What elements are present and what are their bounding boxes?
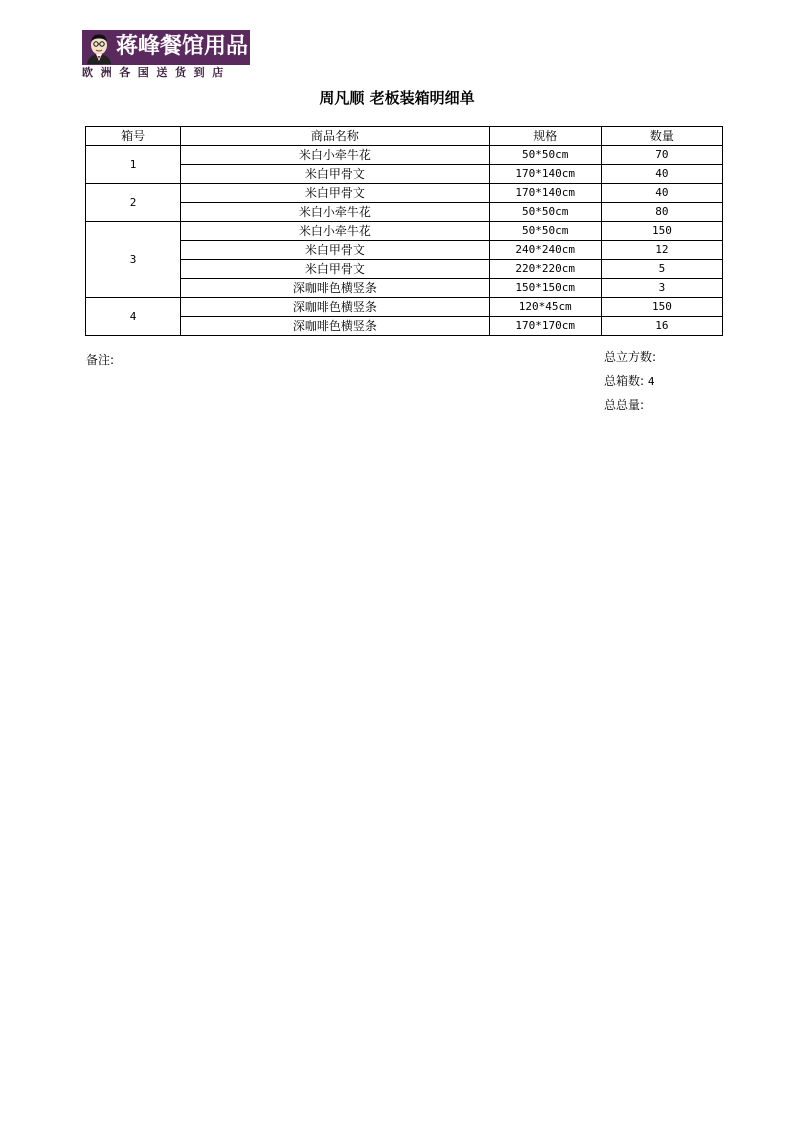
- product-name-cell: 米白小牵牛花: [181, 203, 489, 222]
- quantity-cell: 3: [601, 279, 722, 298]
- summary-block: [604, 349, 656, 421]
- total-volume-line: [604, 349, 656, 373]
- table-row: [86, 184, 723, 203]
- product-name-cell: 米白甲骨文: [181, 165, 489, 184]
- total-weight-label: 总总量:: [604, 398, 645, 412]
- spec-cell: 220*220cm: [489, 260, 601, 279]
- quantity-cell: 70: [601, 146, 722, 165]
- product-name-cell: 米白甲骨文: [181, 260, 489, 279]
- box-number-cell: 3: [86, 222, 181, 298]
- total-boxes-value: 4: [647, 375, 655, 388]
- table-row: [86, 279, 723, 298]
- product-name-cell: 米白甲骨文: [181, 184, 489, 203]
- quantity-cell: 150: [601, 222, 722, 241]
- header-quantity: 数量: [601, 127, 722, 146]
- table-row: [86, 260, 723, 279]
- company-logo: [82, 30, 250, 80]
- logo-title: 蒋峰餐馆用品: [116, 34, 249, 59]
- total-volume-label: 总立方数:: [604, 350, 657, 364]
- quantity-cell: 80: [601, 203, 722, 222]
- product-name-cell: 米白小牵牛花: [181, 146, 489, 165]
- spec-cell: 120*45cm: [489, 298, 601, 317]
- table-row: [86, 317, 723, 336]
- packing-list-table: [85, 126, 723, 336]
- box-number-cell: 1: [86, 146, 181, 184]
- product-name-cell: 米白小牵牛花: [181, 222, 489, 241]
- spec-cell: 170*170cm: [489, 317, 601, 336]
- spec-cell: 240*240cm: [489, 241, 601, 260]
- total-boxes-label: 总箱数:: [604, 374, 645, 388]
- table-row: [86, 146, 723, 165]
- table-header-row: [86, 127, 723, 146]
- box-number-cell: 4: [86, 298, 181, 336]
- total-boxes-line: [604, 373, 656, 397]
- quantity-cell: 40: [601, 184, 722, 203]
- spec-cell: 170*140cm: [489, 184, 601, 203]
- header-product-name: 商品名称: [181, 127, 489, 146]
- quantity-cell: 16: [601, 317, 722, 336]
- quantity-cell: 40: [601, 165, 722, 184]
- box-number-cell: 2: [86, 184, 181, 222]
- logo-subtitle: 欧洲各国送货到店: [82, 66, 231, 79]
- header-spec: 规格: [489, 127, 601, 146]
- portrait-icon: [84, 31, 114, 64]
- product-name-cell: 深咖啡色横竖条: [181, 317, 489, 336]
- table-row: [86, 222, 723, 241]
- header-box-number: 箱号: [86, 127, 181, 146]
- total-weight-line: [604, 397, 656, 421]
- table-row: [86, 203, 723, 222]
- page-title: 周凡顺 老板装箱明细单: [319, 89, 475, 107]
- product-name-cell: 深咖啡色横竖条: [181, 298, 489, 317]
- spec-cell: 50*50cm: [489, 203, 601, 222]
- quantity-cell: 150: [601, 298, 722, 317]
- product-name-cell: 米白甲骨文: [181, 241, 489, 260]
- remarks-label: 备注:: [86, 353, 115, 367]
- quantity-cell: 5: [601, 260, 722, 279]
- spec-cell: 50*50cm: [489, 146, 601, 165]
- spec-cell: 150*150cm: [489, 279, 601, 298]
- table-row: [86, 241, 723, 260]
- logo-banner: [82, 30, 250, 65]
- quantity-cell: 12: [601, 241, 722, 260]
- spec-cell: 50*50cm: [489, 222, 601, 241]
- table-row: [86, 298, 723, 317]
- table-row: [86, 165, 723, 184]
- spec-cell: 170*140cm: [489, 165, 601, 184]
- product-name-cell: 深咖啡色横竖条: [181, 279, 489, 298]
